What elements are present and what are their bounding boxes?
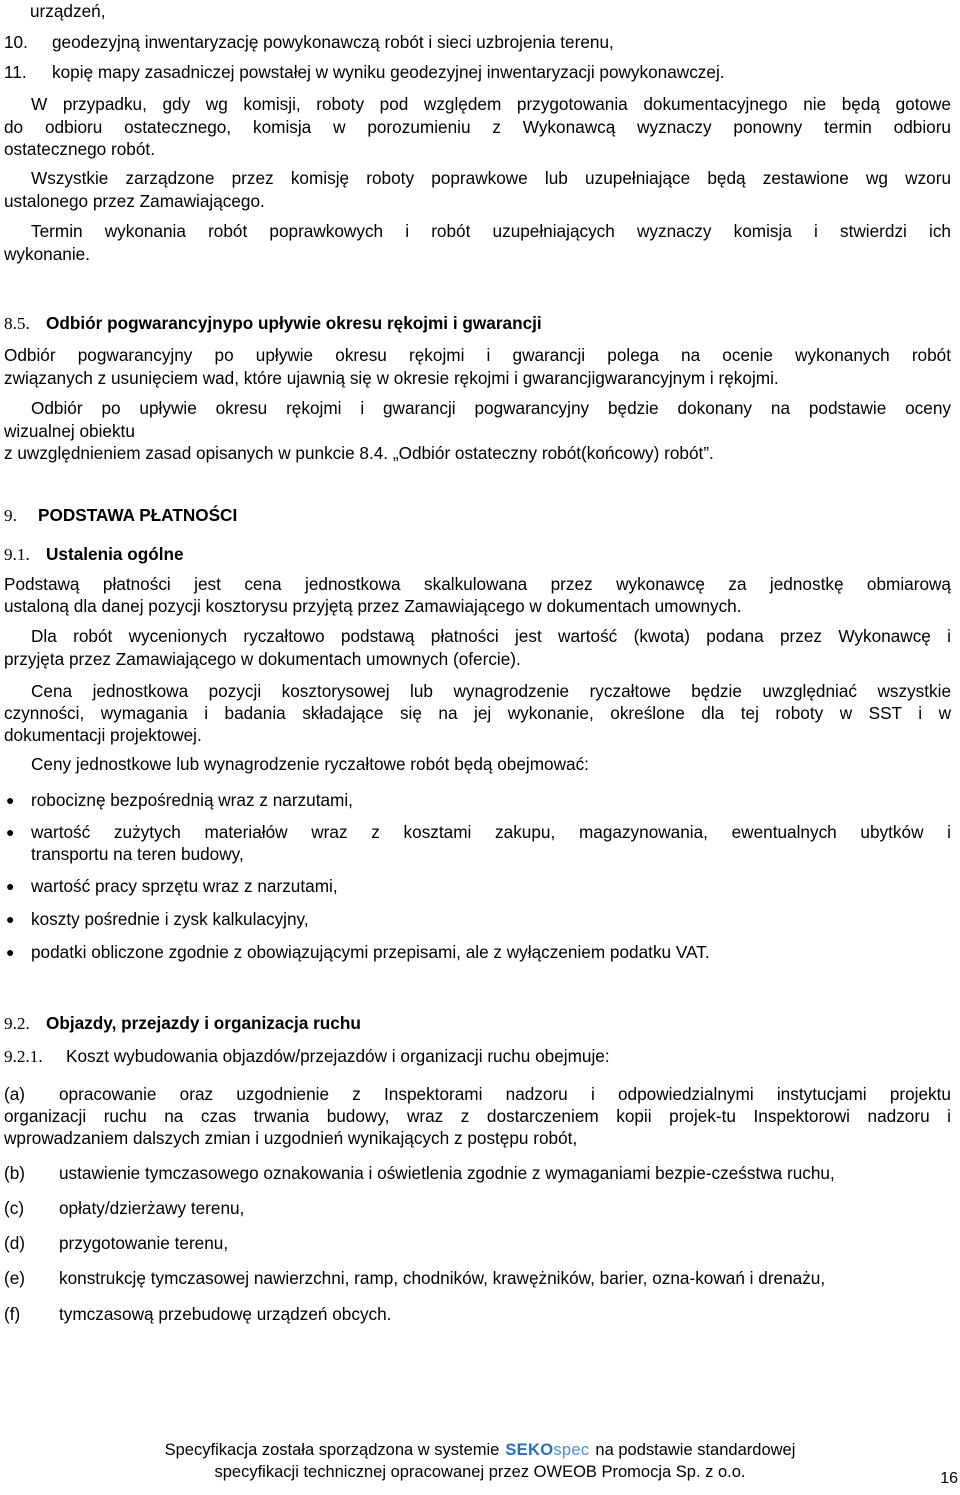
item-label: (f)	[4, 1304, 21, 1324]
subsection-number: 9.2.1.	[4, 1047, 43, 1066]
item-text: ustawienie tymczasowego oznakowania i oświetlenia zgodnie z wymaganiami bezpie-cześstwa ruchu,	[59, 1163, 835, 1183]
section-number: 8.5.	[4, 314, 30, 333]
paragraph-line: ostatecznego robót.	[4, 139, 155, 159]
subsection-text: Koszt wybudowania objazdów/przejazdów i organizacji ruchu obejmuje:	[66, 1046, 610, 1066]
paragraph-line: W przypadku, gdy wg komisji, roboty pod względem przygotowania dokumentacyjnego nie będą gotowe	[31, 94, 951, 114]
item-text: przygotowanie terenu,	[59, 1233, 229, 1253]
section-number: 9.2.	[4, 1014, 30, 1033]
paragraph-line: z uwzględnieniem zasad opisanych w punkcie 8.4. „Odbiór ostateczny robót(końcowy) robót”.	[4, 443, 714, 463]
item-text: tymczasową przebudowę urządzeń obcych.	[59, 1304, 392, 1324]
bullet-icon: ●	[6, 878, 15, 894]
sekospec-logo: SEKOspec	[505, 1441, 590, 1459]
item-label: (d)	[4, 1233, 26, 1253]
section-title: Objazdy, przejazdy i organizacja ruchu	[46, 1013, 361, 1033]
paragraph-line: ustalonego przez Zamawiającego.	[4, 191, 265, 211]
bullet-icon: ●	[6, 944, 15, 960]
item-text: konstrukcję tymczasowej nawierzchni, ramp, chodników, krawężników, barier, ozna-kowań i drenażu,	[59, 1268, 826, 1288]
bullet-icon: ●	[6, 792, 15, 808]
list-item-continuation: urządzeń,	[30, 1, 106, 21]
footer-line	[0, 1440, 960, 1460]
paragraph-line: ustaloną dla danej pozycji kosztorysu przyjętą przez Zamawiającego w dokumentach umownych.	[4, 596, 742, 616]
list-item-text: geodezyjną inwentaryzację powykonawczą robót i sieci uzbrojenia terenu,	[52, 32, 614, 52]
item-label: (e)	[4, 1268, 26, 1288]
item-label: (a)	[4, 1084, 26, 1104]
list-item: koszty pośrednie i zysk kalkulacyjny,	[31, 909, 309, 929]
section-title: Ustalenia ogólne	[46, 544, 184, 564]
paragraph-line: Ceny jednostkowe lub wynagrodzenie ryczałtowe robót będą obejmować:	[31, 754, 589, 774]
section-number: 9.1.	[4, 545, 30, 564]
item-label: (b)	[4, 1163, 26, 1183]
list-item: wartość zużytych materiałów wraz z kosztami zakupu, magazynowania, ewentualnych ubytków i	[31, 822, 951, 842]
item-text: wprowadzaniem dalszych zmian i uzgodnień wynikających z postępu robót,	[4, 1128, 578, 1148]
list-item-text: kopię mapy zasadniczej powstałej w wyniku geodezyjnej inwentaryzacji powykonawczej.	[52, 62, 725, 82]
bullet-icon: ●	[6, 911, 15, 927]
item-label: (c)	[4, 1198, 25, 1218]
list-item-number: 11.	[4, 62, 27, 82]
paragraph-line: dokumentacji projektowej.	[4, 725, 202, 745]
paragraph-line: czynności, wymagania i badania składające się na jej wykonanie, określone dla tej roboty w SST i w	[4, 703, 951, 723]
footer-text: na podstawie standardowej	[595, 1441, 796, 1459]
page-number: 16	[940, 1470, 958, 1487]
section-title: Odbiór pogwarancyjnypo upływie okresu rękojmi i gwarancji	[46, 313, 542, 333]
paragraph-line: związanych z usunięciem wad, które ujawnią się w okresie rękojmi i gwarancjigwarancyjnym i rękojmi.	[4, 368, 779, 388]
paragraph-line: Dla robót wycenionych ryczałtowo podstawą płatności jest wartość (kwota) podana przez Wykonawcę i	[31, 626, 951, 646]
paragraph-line: do odbioru ostatecznego, komisja w porozumieniu z Wykonawcą wyznaczy ponowny termin odbioru	[4, 117, 951, 137]
footer-text: Specyfikacja została sporządzona w systemie	[164, 1441, 500, 1459]
item-text: organizacji ruchu na czas trwania budowy, wraz z dostarczeniem kopii projek-tu Inspektorowi nadzoru i	[4, 1106, 951, 1126]
list-item: podatki obliczone zgodnie z obowiązującymi przepisami, ale z wyłączeniem podatku VAT.	[31, 942, 710, 962]
paragraph-line: przyjęta przez Zamawiającego w dokumentach umownych (ofercie).	[4, 649, 521, 669]
footer-line: specyfikacji technicznej opracowanej przez OWEOB Promocja Sp. z o.o.	[214, 1463, 746, 1481]
section-title: PODSTAWA PŁATNOŚCI	[38, 505, 238, 525]
paragraph-line: Wszystkie zarządzone przez komisję roboty poprawkowe lub uzupełniające będą zestawione wg wzoru	[31, 168, 951, 188]
paragraph-line: Odbiór po upływie okresu rękojmi i gwarancji pogwarancyjny będzie dokonany na podstawie oceny	[31, 398, 951, 418]
paragraph-line: Podstawą płatności jest cena jednostkowa skalkulowana przez wykonawcę za jednostkę obmiarową	[4, 574, 951, 594]
paragraph-line: Odbiór pogwarancyjny po upływie okresu rękojmi i gwarancji polega na ocenie wykonanych robót	[4, 345, 951, 365]
paragraph-line: wizualnej obiektu	[4, 421, 135, 441]
paragraph-line: Cena jednostkowa pozycji kosztorysowej lub wynagrodzenie ryczałtowe będzie uwzględniać wszystkie	[31, 681, 951, 701]
item-text: opracowanie oraz uzgodnienie z Inspektorami nadzoru i odpowiedzialnymi instytucjami projektu	[59, 1084, 951, 1104]
paragraph-line: wykonanie.	[4, 244, 90, 264]
section-number: 9.	[4, 506, 17, 525]
item-text: opłaty/dzierżawy terenu,	[59, 1198, 245, 1218]
list-item: wartość pracy sprzętu wraz z narzutami,	[31, 876, 338, 896]
paragraph-line: Termin wykonania robót poprawkowych i robót uzupełniających wyznaczy komisja i stwierdzi ich	[31, 221, 951, 241]
list-item-number: 10.	[4, 32, 28, 52]
bullet-icon: ●	[6, 824, 15, 840]
list-item: robociznę bezpośrednią wraz z narzutami,	[31, 790, 353, 810]
list-item-continuation: transportu na teren budowy,	[31, 844, 244, 864]
